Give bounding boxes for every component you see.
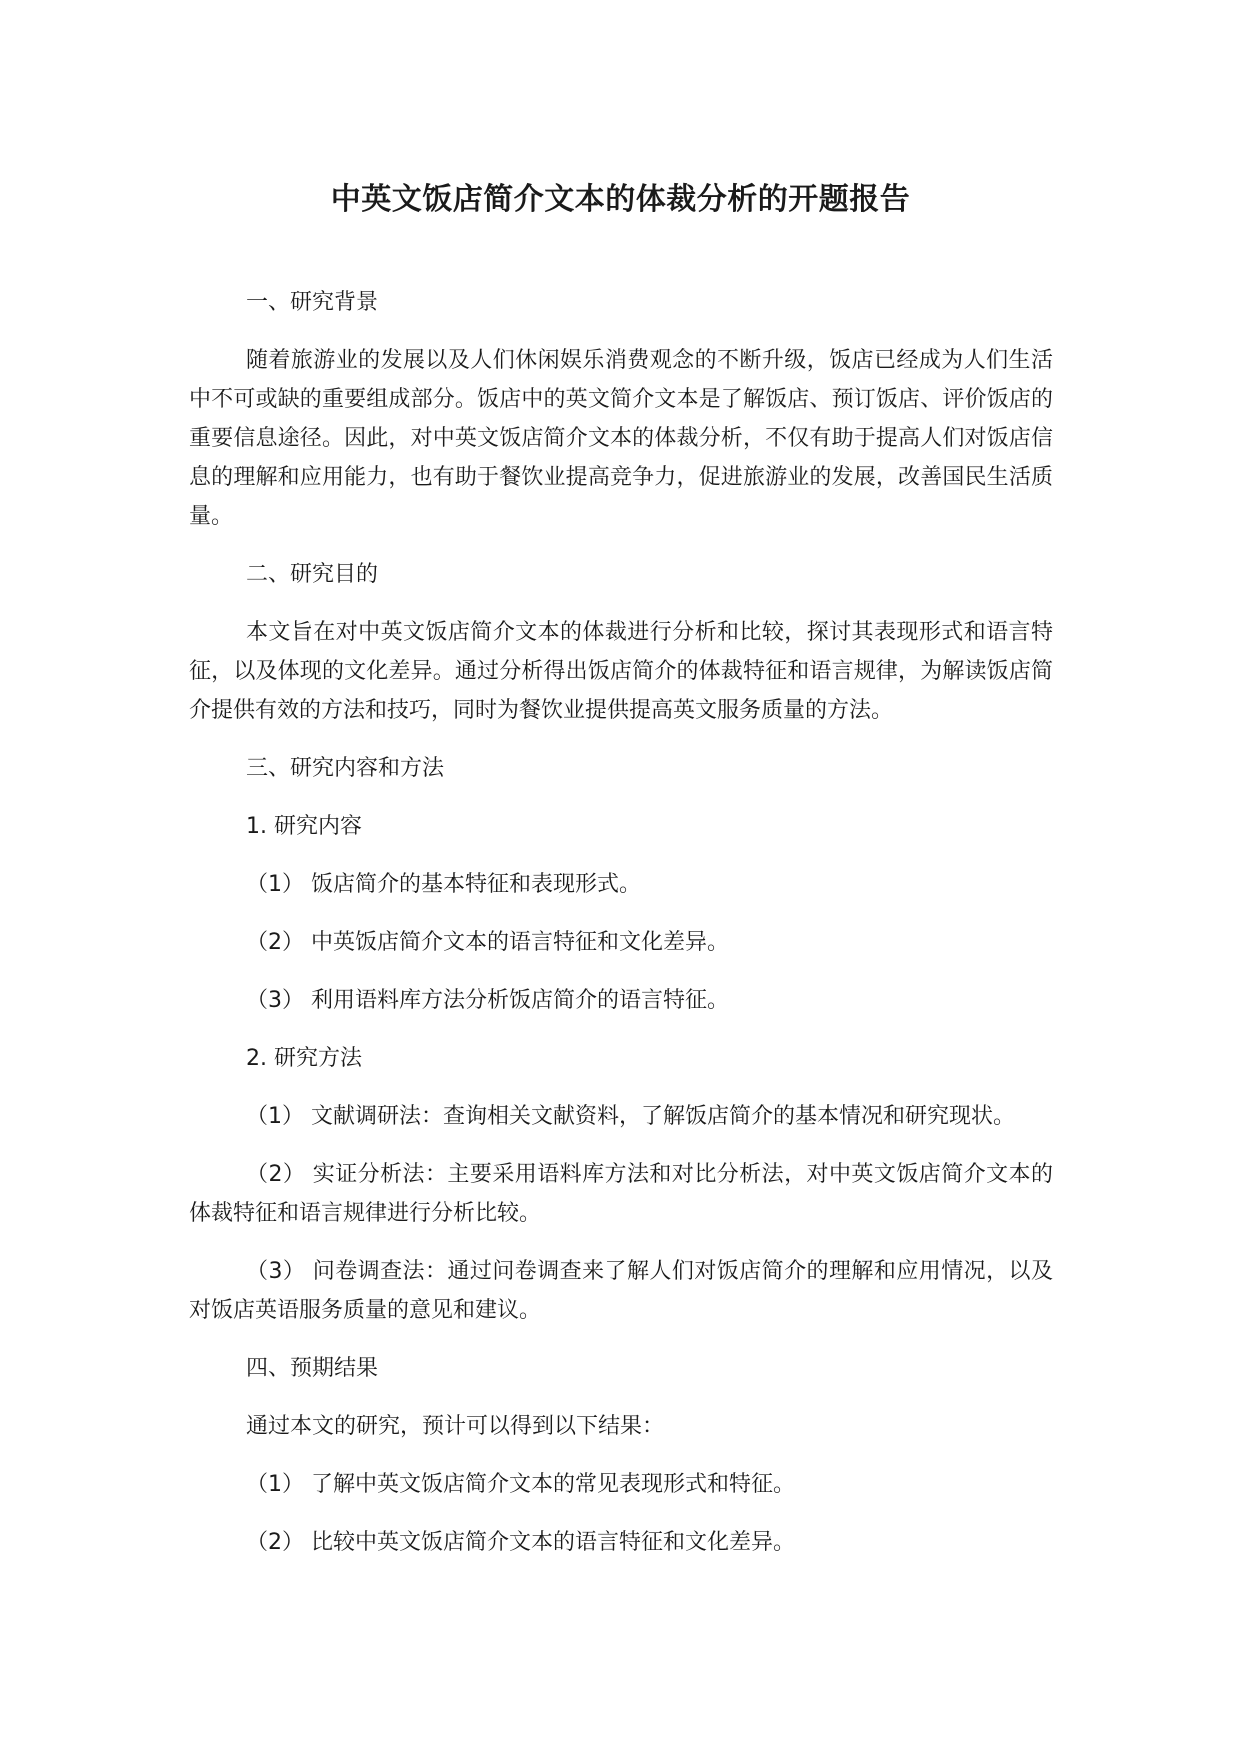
subheading-research-content: 1. 研究内容 [246, 814, 362, 839]
document-body [189, 283, 1053, 1581]
paragraph-purpose: 本文旨在对中英文饭店简介文本的体裁进行分析和比较，探讨其表现形式和语言特征，以及体现的文化差异。通过分析得出饭店简介的体裁特征和语言规律，为解读饭店简介提供有效的方法和技巧，同时为餐饮业提供提高英文服务质量的方法。 [189, 620, 1053, 723]
section-heading-expected-results: 四、预期结果 [246, 1356, 379, 1381]
list-item: （2） 中英饭店简介文本的语言特征和文化差异。 [246, 930, 729, 955]
list-item: （2） 比较中英文饭店简介文本的语言特征和文化差异。 [246, 1530, 795, 1555]
list-item: （1） 了解中英文饭店简介文本的常见表现形式和特征。 [246, 1472, 795, 1497]
subheading-research-methods: 2. 研究方法 [246, 1046, 362, 1071]
list-item: （3） 问卷调查法：通过问卷调查来了解人们对饭店简介的理解和应用情况，以及对饭店英语服务质量的意见和建议。 [189, 1259, 1053, 1323]
document-title: 中英文饭店简介文本的体裁分析的开题报告 [330, 182, 911, 217]
section-heading-content-methods: 三、研究内容和方法 [246, 756, 445, 781]
paragraph-expected-results-intro: 通过本文的研究，预计可以得到以下结果： [246, 1414, 665, 1439]
list-item: （1） 饭店简介的基本特征和表现形式。 [246, 872, 641, 897]
list-item: （2） 实证分析法：主要采用语料库方法和对比分析法，对中英文饭店简介文本的体裁特征和语言规律进行分析比较。 [189, 1162, 1053, 1226]
section-heading-background: 一、研究背景 [246, 290, 379, 315]
section-heading-purpose: 二、研究目的 [246, 562, 379, 587]
list-item: （1） 文献调研法：查询相关文献资料，了解饭店简介的基本情况和研究现状。 [246, 1104, 1015, 1129]
list-item: （3） 利用语料库方法分析饭店简介的语言特征。 [246, 988, 729, 1013]
paragraph-background: 随着旅游业的发展以及人们休闲娱乐消费观念的不断升级，饭店已经成为人们生活中不可或缺的重要组成部分。饭店中的英文简介文本是了解饭店、预订饭店、评价饭店的重要信息途径。因此，对中英文饭店简介文本的体裁分析，不仅有助于提高人们对饭店信息的理解和应用能力，也有助于餐饮业提高竞争力，促进旅游业的发展，改善国民生活质量。 [189, 348, 1053, 529]
